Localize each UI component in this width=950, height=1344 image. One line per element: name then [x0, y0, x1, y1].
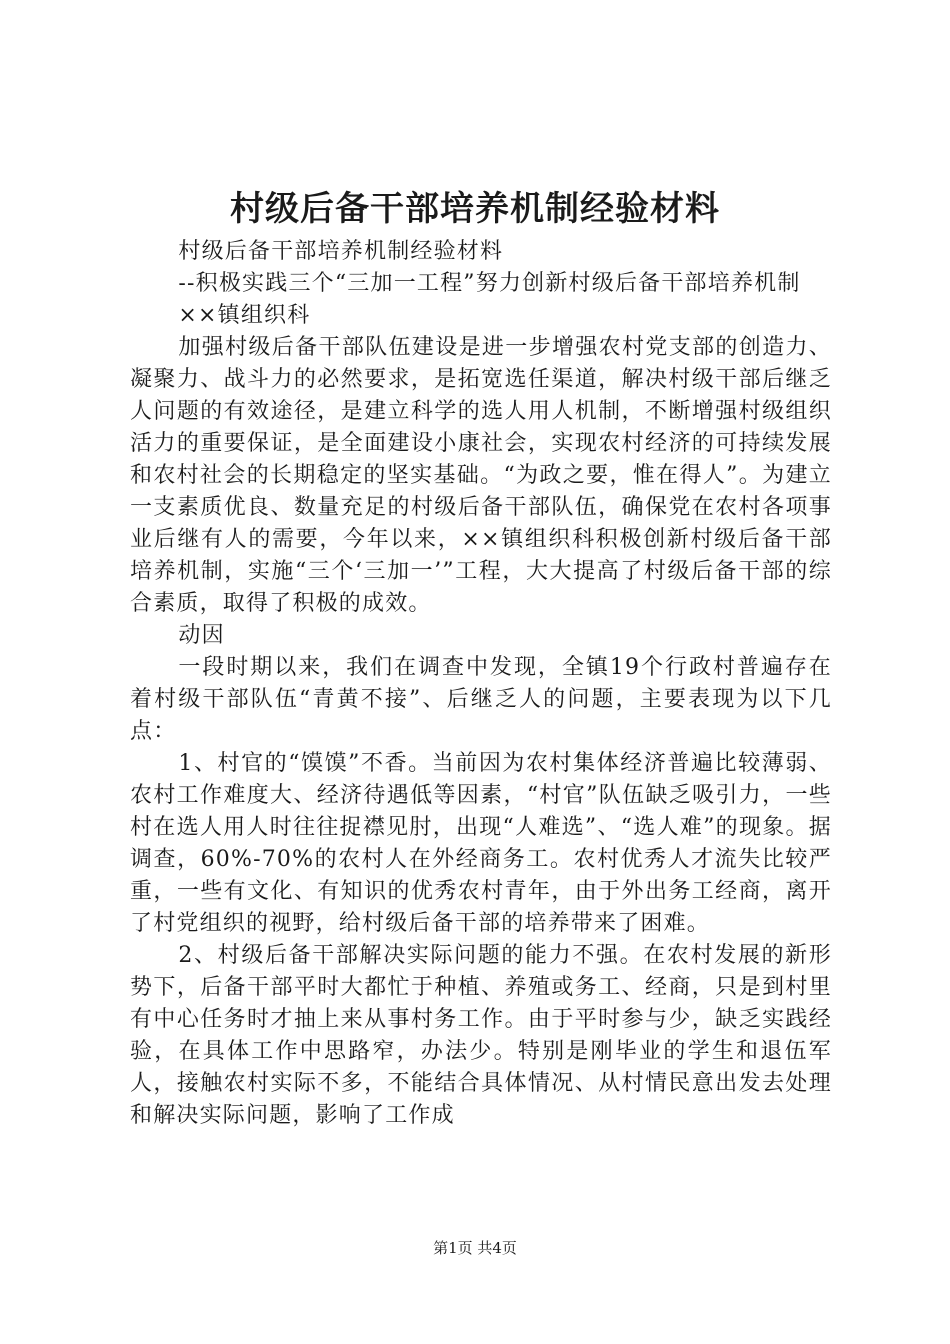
- paragraph-intro: 加强村级后备干部队伍建设是进一步增强农村党支部的创造力、凝聚力、战斗力的必然要求，是拓宽选任渠道，解决村级干部后继乏人问题的有效途径，是建立科学的选人用人机制，不断增强村级组织活力的重要保证，是全面建设小康社会，实现农村经济的可持续发展和农村社会的长期稳定的坚实基础。“为政之要，惟在得人”。为建立一支素质优良、数量充足的村级后备干部队伍，确保党在农村各项事业后继有人的需要，今年以来，××镇组织科积极创新村级后备干部培养机制，实施“三个‘三加一’”工程，大大提高了村级后备干部的综合素质，取得了积极的成效。: [130, 335, 832, 616]
- paragraph-point-2: 2、村级后备干部解决实际问题的能力不强。在农村发展的新形势下，后备干部平时大都忙于种植、养殖或务工、经商，只是到村里有中心任务时才抽上来从事村务工作。由于平时参与少，缺乏实践经验，在具体工作中思路窄，办法少。特别是刚毕业的学生和退伍军人，接触农村实际不多，不能结合具体情况、从村情民意出发去处理和解决实际问题，影响了工作成: [130, 943, 832, 1128]
- paragraph-subtitle: 村级后备干部培养机制经验材料: [178, 239, 504, 264]
- paragraph-theme: --积极实践三个“三加一工程”努力创新村级后备干部培养机制: [178, 271, 801, 296]
- document-title: 村级后备干部培养机制经验材料: [230, 189, 720, 229]
- page-footer: 第1页 共4页: [433, 1239, 517, 1257]
- document-body: [130, 236, 832, 1132]
- paragraph-survey: 一段时期以来，我们在调查中发现，全镇19个行政村普遍存在着村级干部队伍“青黄不接”、后继乏人的问题，主要表现为以下几点：: [130, 655, 832, 744]
- paragraph-author: ××镇组织科: [178, 303, 311, 328]
- section-heading-motivation: 动因: [178, 623, 225, 648]
- paragraph-point-1: 1、村官的“馍馍”不香。当前因为农村集体经济普遍比较薄弱、农村工作难度大、经济待遇低等因素，“村官”队伍缺乏吸引力，一些村在选人用人时往往捉襟见肘，出现“人难选”、“选人难”的现象。据调查，60%-70%的农村人在外经商务工。农村优秀人才流失比较严重，一些有文化、有知识的优秀农村青年，由于外出务工经商，离开了村党组织的视野，给村级后备干部的培养带来了困难。: [130, 751, 832, 936]
